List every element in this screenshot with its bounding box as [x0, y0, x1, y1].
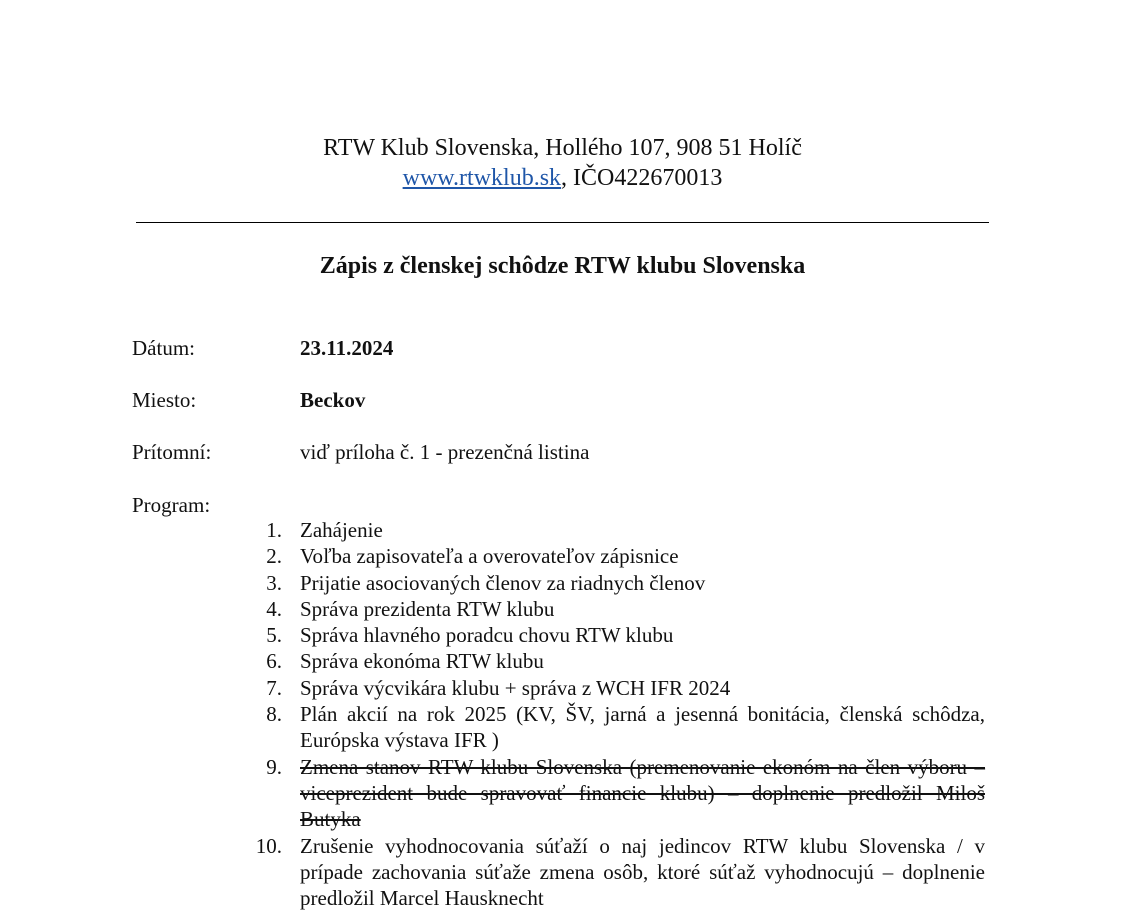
program-item	[240, 648, 985, 674]
program-list	[240, 517, 985, 911]
program-item	[240, 570, 985, 596]
attendees-label: Prítomní:	[132, 440, 212, 464]
program-item	[240, 833, 985, 912]
ico-number: , IČO422670013	[561, 165, 723, 191]
program-item-text: Správa ekonóma RTW klubu	[300, 649, 544, 674]
attendees-value: viď príloha č. 1 - prezenčná listina	[300, 440, 590, 464]
program-item	[240, 543, 985, 569]
place-value: Beckov	[300, 388, 366, 412]
program-item	[240, 596, 985, 622]
program-item	[240, 622, 985, 648]
program-item-text: Správa hlavného poradcu chovu RTW klubu	[300, 623, 674, 648]
program-item	[240, 675, 985, 701]
club-address: RTW Klub Slovenska, Hollého 107, 908 51 Holíč	[323, 135, 802, 161]
program-item-struck	[240, 754, 985, 833]
program-item-number: 3.	[266, 570, 282, 595]
program-item-number: 10.	[255, 833, 282, 858]
letterhead	[0, 133, 1125, 193]
program-item-number: 4.	[266, 596, 282, 621]
header-divider	[136, 222, 989, 223]
program-item-number: 6.	[266, 649, 282, 674]
date-label: Dátum:	[132, 336, 195, 360]
program-item-text: Prijatie asociovaných členov za riadnych členov	[300, 570, 706, 595]
program-item-text: Správa výcvikára klubu + správa z WCH IFR 2024	[300, 675, 731, 700]
program-item-number: 1.	[266, 518, 282, 542]
program-item-text: Správa prezidenta RTW klubu	[300, 596, 555, 621]
program-item	[240, 517, 985, 543]
program-item-text: Voľba zapisovateľa a overovateľov zápisnice	[300, 544, 679, 569]
date-value: 23.11.2024	[300, 336, 394, 360]
program-item-number: 2.	[266, 544, 282, 569]
program-item-text: Zrušenie vyhodnocovania súťaží o naj jedincov RTW klubu Slovenska / v prípade zachovania súťaže zmena osôb, ktoré súťaž vyhodnocujú – doplnenie predložil Marcel Hausknecht	[300, 833, 985, 911]
document-title: Zápis z členskej schôdze RTW klubu Slovenska	[319, 253, 806, 279]
website-link[interactable]: www.rtwklub.sk	[402, 165, 562, 191]
program-item-text: Plán akcií na rok 2025 (KV, ŠV, jarná a jesenná bonitácia, členská schôdza, Európska výstava IFR )	[300, 702, 985, 753]
program-label: Program:	[132, 493, 211, 517]
program-item-number: 5.	[266, 623, 282, 648]
program-item-number: 8.	[266, 702, 282, 727]
program-item-number: 9.	[266, 754, 282, 779]
program-item	[240, 701, 985, 754]
club-contact	[0, 163, 1125, 193]
place-label: Miesto:	[132, 388, 197, 412]
program-item-number: 7.	[266, 675, 282, 700]
program-item-text: Zahájenie	[300, 518, 383, 542]
program-item-text: Zmena stanov RTW klubu Slovenska (premenovanie ekonóm na člen výboru – viceprezident bude spravovať financie klubu) – doplnenie predložil Miloš Butyka	[300, 754, 985, 832]
